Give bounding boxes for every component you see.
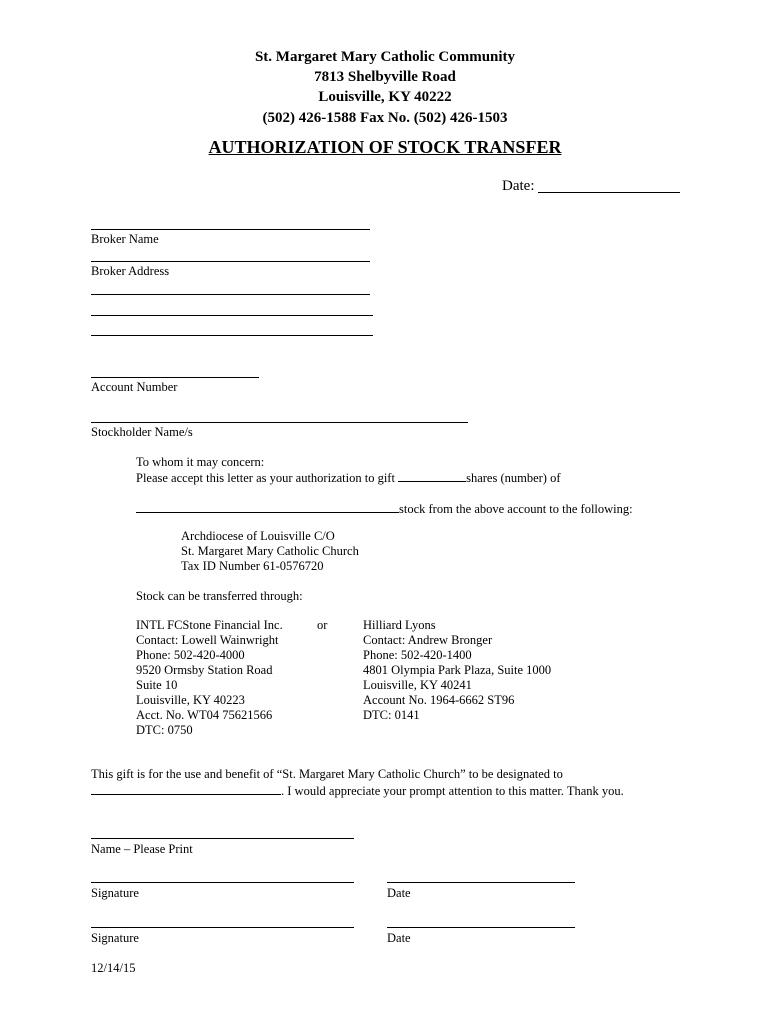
broker-address-line-4[interactable] xyxy=(91,335,373,336)
broker-left-line-1: INTL FCStone Financial Inc. xyxy=(136,618,283,632)
broker-name-line[interactable] xyxy=(91,229,370,230)
broker-right-line-1: Hilliard Lyons xyxy=(363,618,436,632)
recipient-line-1: Archdiocese of Louisville C/O xyxy=(181,529,335,543)
name-print-line[interactable] xyxy=(91,838,354,839)
header-street: 7813 Shelbyville Road xyxy=(314,69,456,85)
gift-text-2 xyxy=(91,782,624,799)
broker-address-line-2[interactable] xyxy=(91,294,370,295)
broker-left-line-3: Phone: 502-420-4000 xyxy=(136,648,245,662)
broker-right-line-4: 4801 Olympia Park Plaza, Suite 1000 xyxy=(363,663,552,677)
broker-address-label: Broker Address xyxy=(91,264,170,278)
broker-left-line-7: Acct. No. WT04 75621566 xyxy=(136,708,273,722)
signature-2-label: Signature xyxy=(91,931,139,945)
shares-number-blank[interactable] xyxy=(398,469,466,482)
recipient-line-3: Tax ID Number 61-0576720 xyxy=(181,559,324,573)
signature-1-label: Signature xyxy=(91,886,139,900)
broker-left-line-8: DTC: 0750 xyxy=(136,723,193,737)
header-city: Louisville, KY 40222 xyxy=(318,89,452,105)
broker-right-line-3: Phone: 502-420-1400 xyxy=(363,648,472,662)
date-line[interactable] xyxy=(538,192,680,193)
broker-name-label: Broker Name xyxy=(91,232,159,246)
designation-blank[interactable] xyxy=(91,782,281,795)
broker-left-line-2: Contact: Lowell Wainwright xyxy=(136,633,279,647)
broker-right-line-2: Contact: Andrew Bronger xyxy=(363,633,493,647)
date-2-line[interactable] xyxy=(387,927,575,928)
date-1-line[interactable] xyxy=(387,882,575,883)
gift-text-2-end: . I would appreciate your prompt attention to this matter. Thank you. xyxy=(281,784,624,798)
page-title: AUTHORIZATION OF STOCK TRANSFER xyxy=(208,137,562,157)
gift-text-1: This gift is for the use and benefit of “St. Margaret Mary Catholic Church” to be designated to xyxy=(91,767,563,781)
letter-line-2 xyxy=(136,500,633,517)
stockholder-line[interactable] xyxy=(91,422,468,423)
header-phone: (502) 426-1588 Fax No. (502) 426-1503 xyxy=(262,110,508,126)
date-1-label: Date xyxy=(387,886,411,900)
recipient-line-2: St. Margaret Mary Catholic Church xyxy=(181,544,359,558)
signature-2-line[interactable] xyxy=(91,927,354,928)
date-label: Date: xyxy=(502,178,535,194)
broker-right-line-6: Account No. 1964-6662 ST96 xyxy=(363,693,515,707)
letter-line-2-text: stock from the above account to the following: xyxy=(399,502,633,516)
broker-left-line-4: 9520 Ormsby Station Road xyxy=(136,663,273,677)
broker-address-line[interactable] xyxy=(91,261,370,262)
account-number-line[interactable] xyxy=(91,377,259,378)
broker-address-line-3[interactable] xyxy=(91,315,373,316)
account-number-label: Account Number xyxy=(91,380,178,394)
date-2-label: Date xyxy=(387,931,411,945)
header-org: St. Margaret Mary Catholic Community xyxy=(254,49,516,65)
transfer-intro: Stock can be transferred through: xyxy=(136,589,303,603)
broker-right-line-7: DTC: 0141 xyxy=(363,708,420,722)
broker-left-line-6: Louisville, KY 40223 xyxy=(136,693,245,707)
letter-line-1 xyxy=(136,469,561,486)
signature-1-line[interactable] xyxy=(91,882,354,883)
or-label: or xyxy=(317,618,328,632)
letter-line-1-end: shares (number) of xyxy=(466,471,561,485)
stockholder-label: Stockholder Name/s xyxy=(91,425,193,439)
broker-right-line-5: Louisville, KY 40241 xyxy=(363,678,472,692)
letter-line-1-start: Please accept this letter as your authorization to gift xyxy=(136,471,399,485)
stock-name-blank[interactable] xyxy=(136,500,399,513)
name-print-label: Name – Please Print xyxy=(91,842,193,856)
footer-date: 12/14/15 xyxy=(91,961,136,975)
broker-left-line-5: Suite 10 xyxy=(136,678,178,692)
letter-greeting: To whom it may concern: xyxy=(136,455,265,469)
